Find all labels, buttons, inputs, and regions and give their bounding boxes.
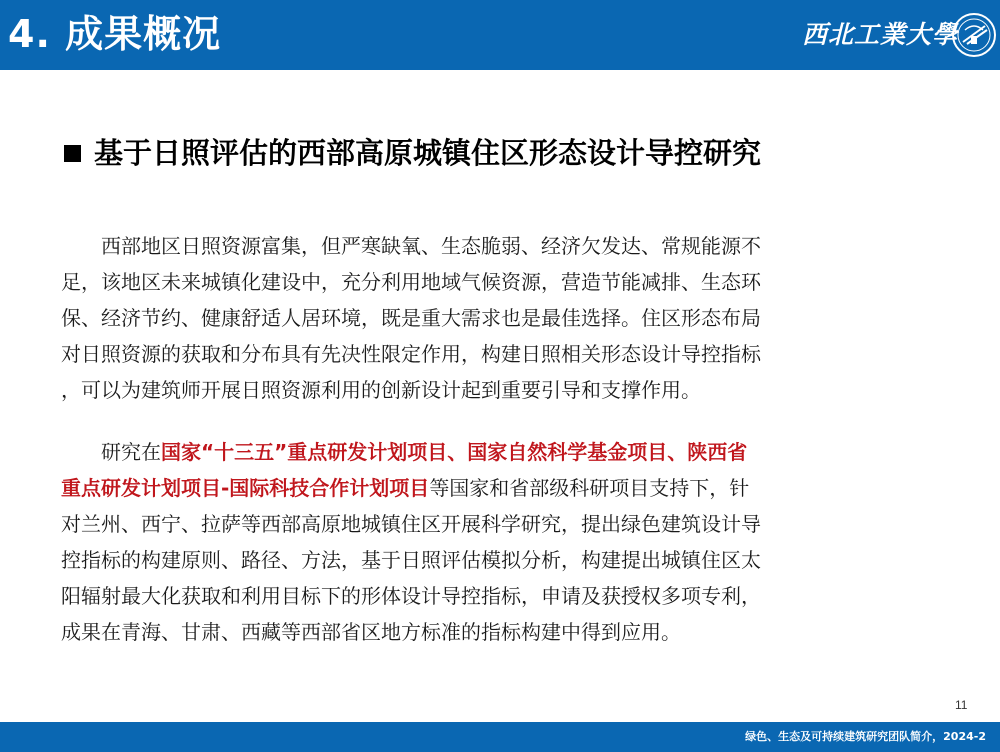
paragraph-line — [61, 470, 941, 506]
paragraph-line: 成果在青海、甘肃、西藏等西部省区地方标准的指标构建中得到应用。 — [61, 620, 681, 644]
paragraph-line — [61, 434, 941, 470]
section-heading — [64, 130, 761, 176]
paragraph-background — [61, 228, 941, 408]
paragraph-line: 对兰州、西宁、拉萨等西部高原地城镇住区开展科学研究，提出绿色建筑设计导 — [61, 512, 761, 536]
paragraph-research — [61, 434, 941, 650]
paragraph-line: 足，该地区未来城镇化建设中，充分利用地域气候资源，营造节能减排、生态环 — [61, 270, 761, 294]
highlighted-projects: 国家“十三五”重点研发计划项目、国家自然科学基金项目、陕西省 — [161, 440, 748, 464]
page-number: 11 — [955, 698, 968, 712]
square-bullet-icon — [64, 145, 81, 162]
section-heading-text: 基于日照评估的西部高原城镇住区形态设计导控研究 — [94, 136, 762, 170]
paragraph-line: 保、经济节约、健康舒适人居环境，既是重大需求也是最佳选择。住区形态布局 — [61, 306, 761, 330]
paragraph-line: 控指标的构建原则、路径、方法，基于日照评估模拟分析，构建提出城镇住区太 — [61, 548, 761, 572]
university-emblem-icon — [951, 6, 997, 64]
paragraph-line: 西部地区日照资源富集，但严寒缺氧、生态脆弱、经济欠发达、常规能源不 — [61, 234, 761, 258]
text-prefix: 研究在 — [61, 440, 161, 464]
paragraph-line: 对日照资源的获取和分布具有先决性限定作用，构建日照相关形态设计导控指标 — [61, 342, 761, 366]
paragraph-line: ，可以为建筑师开展日照资源利用的创新设计起到重要引导和支撑作用。 — [61, 378, 701, 402]
page-title: 4. 成果概况 — [8, 12, 222, 56]
header-bar — [0, 0, 1000, 70]
footer-text: 绿色、生态及可持续建筑研究团队简介，2024-2 — [745, 730, 986, 743]
text-suffix: 等国家和省部级科研项目支持下，针 — [429, 476, 750, 500]
paragraph-line: 阳辐射最大化获取和利用目标下的形体设计导控指标，申请及获授权多项专利， — [61, 584, 761, 608]
highlighted-projects: 重点研发计划项目-国际科技合作计划项目 — [61, 476, 430, 500]
footer-bar — [0, 722, 1000, 752]
university-name-logo: 西北工業大學 — [802, 20, 959, 49]
